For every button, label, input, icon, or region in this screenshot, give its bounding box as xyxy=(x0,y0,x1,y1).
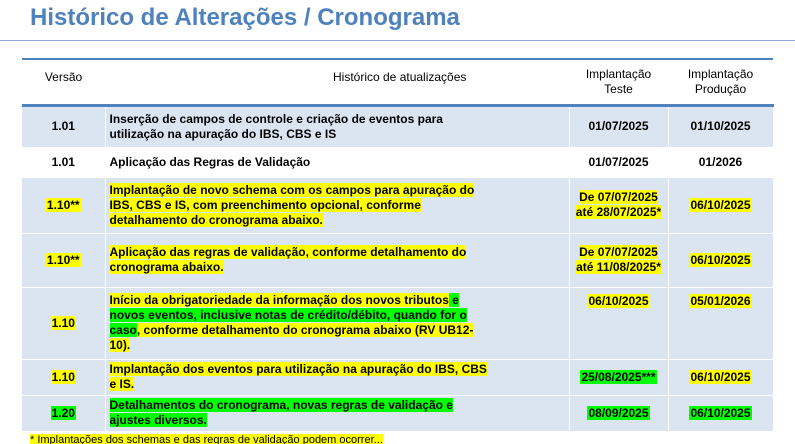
header-impl-prod-line2: Produção xyxy=(694,81,747,96)
row-impl-test-line: até 11/08/2025* xyxy=(576,260,661,274)
changelog-table xyxy=(22,58,774,432)
row-version-highlight: 1.10** xyxy=(46,252,80,267)
row-version xyxy=(22,359,105,395)
row-impl-prod: 01/10/2025 xyxy=(668,105,773,147)
row-impl-test-line: De 07/07/2025 xyxy=(579,190,658,204)
row-version-highlight: 1.20 xyxy=(51,405,75,420)
row-history-line: ajustes diversos. xyxy=(109,413,207,427)
row-history-segment: e xyxy=(448,293,459,307)
row-history-segment: novos eventos, inclusive notas de crédito/débito, quando for o xyxy=(109,308,467,322)
row-history-segment: , conforme detalhamento do cronograma abaixo (RV UB12- xyxy=(136,323,474,337)
title-divider xyxy=(0,40,795,41)
table-row xyxy=(22,147,773,177)
row-history-line: utilização na apuração do IBS, CBS e IS xyxy=(109,126,337,141)
row-version-highlight: 1.10 xyxy=(51,369,75,384)
row-impl-test xyxy=(569,177,668,233)
table-row xyxy=(22,287,773,359)
row-impl-prod-highlight: 06/10/2025 xyxy=(690,369,751,384)
row-history xyxy=(105,105,569,147)
row-impl-prod xyxy=(668,395,773,431)
footnote xyxy=(30,434,383,444)
row-impl-test xyxy=(569,359,668,395)
row-impl-prod: 01/2026 xyxy=(668,147,773,177)
footnote-text: * Implantações dos schemas e das regras de validação podem ocorrer... xyxy=(30,434,383,444)
table-row xyxy=(22,395,773,431)
row-history xyxy=(105,177,569,233)
table-header-row xyxy=(22,59,773,105)
header-impl-prod-line1: Implantação xyxy=(687,66,754,81)
row-impl-test-highlight: 08/09/2025 xyxy=(588,405,649,420)
row-impl-test: 01/07/2025 xyxy=(569,105,668,147)
header-impl-test xyxy=(569,59,668,105)
row-impl-test-highlight: 25/08/2025*** xyxy=(581,369,656,384)
row-history-line: Implantação de novo schema com os campos para apuração do xyxy=(109,182,475,197)
row-history-segment: caso xyxy=(109,323,137,337)
row-history-line: IBS, CBS e IS, com preenchimento opcional, conforme xyxy=(109,197,421,212)
row-impl-test xyxy=(569,233,668,287)
row-history-line: detalhamento do cronograma abaixo. xyxy=(109,212,323,227)
row-version xyxy=(22,287,105,359)
row-history-line: cronograma abaixo. xyxy=(109,260,224,274)
row-history-line: e IS. xyxy=(109,377,135,391)
row-impl-prod-highlight: 05/01/2026 xyxy=(690,293,751,308)
header-impl-test-line2: Teste xyxy=(604,81,633,96)
row-history-line: Inserção de campos de controle e criação de eventos para xyxy=(109,111,443,126)
row-impl-test xyxy=(569,395,668,431)
row-version xyxy=(22,177,105,233)
row-history xyxy=(105,287,569,359)
row-history-line: Aplicação das regras de validação, conforme detalhamento do xyxy=(109,245,467,259)
row-history: Aplicação das Regras de Validação xyxy=(105,147,569,177)
header-impl-prod xyxy=(668,59,773,105)
row-impl-prod-highlight: 06/10/2025 xyxy=(690,405,751,420)
row-version-highlight: 1.10** xyxy=(46,197,80,212)
row-impl-prod-highlight: 06/10/2025 xyxy=(690,197,751,212)
header-version: Versão xyxy=(22,59,105,105)
row-history-line: Detalhamentos do cronograma, novas regras de validação e xyxy=(109,398,453,412)
row-version xyxy=(22,233,105,287)
row-impl-prod xyxy=(668,359,773,395)
row-history-segment: Início da obrigatoriedade da informação dos novos tributos xyxy=(109,293,449,307)
row-history-line: Implantação dos eventos para utilização na apuração do IBS, CBS xyxy=(109,362,487,376)
row-history-segment: 10). xyxy=(109,338,131,352)
row-impl-test: 01/07/2025 xyxy=(569,147,668,177)
row-impl-prod-highlight: 06/10/2025 xyxy=(690,252,751,267)
row-version: 1.01 xyxy=(22,147,105,177)
row-version: 1.01 xyxy=(22,105,105,147)
row-impl-test xyxy=(569,287,668,359)
row-version-highlight: 1.10 xyxy=(51,315,75,330)
header-impl-test-line1: Implantação xyxy=(585,66,652,81)
row-impl-prod xyxy=(668,287,773,359)
row-impl-prod xyxy=(668,233,773,287)
header-history: Histórico de atualizações xyxy=(105,59,569,105)
table-row xyxy=(22,359,773,395)
row-impl-prod xyxy=(668,177,773,233)
page-title: Histórico de Alterações / Cronograma xyxy=(30,4,460,31)
row-history xyxy=(105,359,569,395)
row-impl-test-line: até 28/07/2025* xyxy=(575,205,662,219)
row-impl-test-highlight: 06/10/2025 xyxy=(588,293,649,308)
table-row xyxy=(22,105,773,147)
table-row xyxy=(22,233,773,287)
row-impl-test-line: De 07/07/2025 xyxy=(579,245,658,259)
table-row xyxy=(22,177,773,233)
row-version xyxy=(22,395,105,431)
row-history xyxy=(105,233,569,287)
row-history xyxy=(105,395,569,431)
